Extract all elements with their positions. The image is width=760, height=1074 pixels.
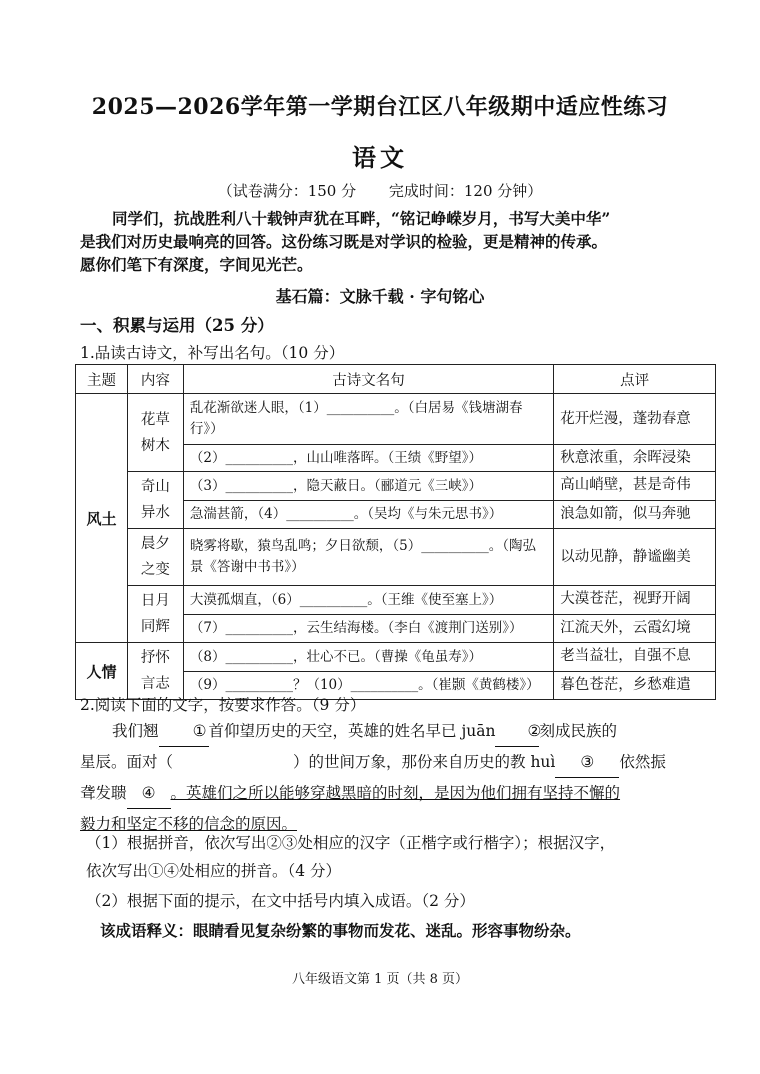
blank-3: ③ xyxy=(555,747,619,778)
table-row xyxy=(76,394,716,445)
sub-question-1 xyxy=(86,829,686,885)
exam-info xyxy=(0,180,760,201)
exam-title: 2025—2026学年第一学期台江区八年级期中适应性练习 xyxy=(91,94,669,120)
comment-cell: 江流天外，云霞幻境 xyxy=(554,614,716,643)
score-info: （试卷满分：150 分 xyxy=(217,182,357,200)
verse-cell: （2）__________，山山唯落晖。（王绩《野望》） xyxy=(183,445,553,472)
intro-line: 愿你们笔下有深度，字间见光芒。 xyxy=(80,255,313,274)
passage-line xyxy=(80,747,685,778)
reading-passage xyxy=(80,716,685,839)
comment-cell: 高山峭壁，甚是奇伟 xyxy=(554,472,716,501)
table-header-row xyxy=(76,365,716,394)
passage-line xyxy=(80,716,685,747)
comment-cell: 大漠苍茫，视野开阔 xyxy=(554,586,716,615)
verse-cell: （7）__________，云生结海楼。（李白《渡荆门送别》） xyxy=(183,614,553,643)
passage-text: 聋发聩 xyxy=(80,784,127,802)
content-cell: 花草树木 xyxy=(127,394,183,472)
part-title: 一、积累与运用（25 分） xyxy=(80,316,274,335)
passage-text: 星辰。面对（ xyxy=(80,753,174,771)
passage-text: ）的世间万象，那份来自历史的教 huì xyxy=(293,753,556,771)
passage-text: 首仰望历史的天空，英雄的姓名早已 juān xyxy=(208,722,496,740)
blank-2: ② xyxy=(495,716,539,747)
passage-text: 刻成民族的 xyxy=(539,722,617,740)
idiom-hint: 该成语释义：眼睛看见复杂纷繁的事物而发花、迷乱。形容事物纷杂。 xyxy=(100,921,581,940)
poem-table xyxy=(75,364,716,700)
sub-question-line: 依次写出①④处相应的拼音。（4 分） xyxy=(86,862,342,880)
sub-question-line: （1）根据拼音，依次写出②③处相应的汉字（正楷字或行楷字）；根据汉字， xyxy=(86,834,616,852)
time-info: 完成时间：120 分钟） xyxy=(388,182,543,200)
table-row xyxy=(76,529,716,586)
header-topic: 主题 xyxy=(76,365,128,394)
content-cell: 晨夕之变 xyxy=(127,529,183,586)
header-comment: 点评 xyxy=(554,365,716,394)
content-cell: 抒怀言志 xyxy=(127,643,183,700)
comment-cell: 以动见静，静谧幽美 xyxy=(554,529,716,586)
blank-4: ④ xyxy=(127,778,171,809)
verse-cell: （8）__________，壮心不已。（曹操《龟虽寿》） xyxy=(183,643,553,672)
verse-cell: （3）__________，隐天蔽日。（郦道元《三峡》） xyxy=(183,472,553,501)
topic-cell: 风土 xyxy=(76,394,128,643)
verse-cell: 大漠孤烟直，（6）__________。（王维《使至塞上》） xyxy=(183,586,553,615)
verse-cell: 晓雾将歇，猿鸟乱鸣；夕日欲颓，（5）__________。（陶弘景《答谢中书书》） xyxy=(183,529,553,586)
sick-sentence: 。英雄们之所以能够穿越黑暗的时刻，是因为他们拥有坚持不懈的 xyxy=(170,784,621,802)
content-cell: 奇山异水 xyxy=(127,472,183,529)
sub-question-2: （2）根据下面的提示，在文中括号内填入成语。（2 分） xyxy=(86,892,475,910)
blank-1: ① xyxy=(159,716,209,747)
comment-cell: 暮色苍茫，乡愁难遣 xyxy=(554,671,716,700)
comment-cell: 花开烂漫，蓬勃春意 xyxy=(554,394,716,445)
table-row xyxy=(76,472,716,501)
section-title: 基石篇：文脉千载 · 字句铭心 xyxy=(275,287,485,306)
passage-text: 依然振 xyxy=(619,753,666,771)
verse-cell: 乱花渐欲迷人眼，（1）__________。（白居易《钱塘湖春行》） xyxy=(183,394,553,445)
content-cell: 日月同辉 xyxy=(127,586,183,643)
intro-line: 同学们，抗战胜利八十载钟声犹在耳畔，“铭记峥嵘岁月，书写大美中华” xyxy=(112,209,611,228)
comment-cell: 浪急如箭，似马奔驰 xyxy=(554,500,716,529)
passage-line xyxy=(80,778,685,809)
question-2-stem: 2.阅读下面的文字，按要求作答。（9 分） xyxy=(80,696,366,714)
verse-cell: （9）__________？（10）__________。（崔颢《黄鹤楼》） xyxy=(183,671,553,700)
table-row xyxy=(76,586,716,615)
page-footer: 八年级语文第 1 页（共 8 页） xyxy=(291,972,469,987)
table-row xyxy=(76,643,716,672)
intro-paragraph xyxy=(80,207,680,276)
verse-cell: 急湍甚箭，（4）__________。（吴均《与朱元思书》） xyxy=(183,500,553,529)
passage-text: 我们翘 xyxy=(112,722,159,740)
comment-cell: 秋意浓重，余晖浸染 xyxy=(554,445,716,472)
comment-cell: 老当益壮，自强不息 xyxy=(554,643,716,672)
question-1-stem: 1.品读古诗文，补写出名句。（10 分） xyxy=(80,344,345,362)
sick-sentence: 毅力和坚定不移的信念的原因。 xyxy=(80,815,298,833)
header-content: 内容 xyxy=(127,365,183,394)
header-verse: 古诗文名句 xyxy=(183,365,553,394)
intro-line: 是我们对历史最响亮的回答。这份练习既是对学识的检验，更是精神的传承。 xyxy=(80,232,608,251)
subject-title: 语文 xyxy=(352,143,408,172)
topic-cell: 人情 xyxy=(76,643,128,700)
